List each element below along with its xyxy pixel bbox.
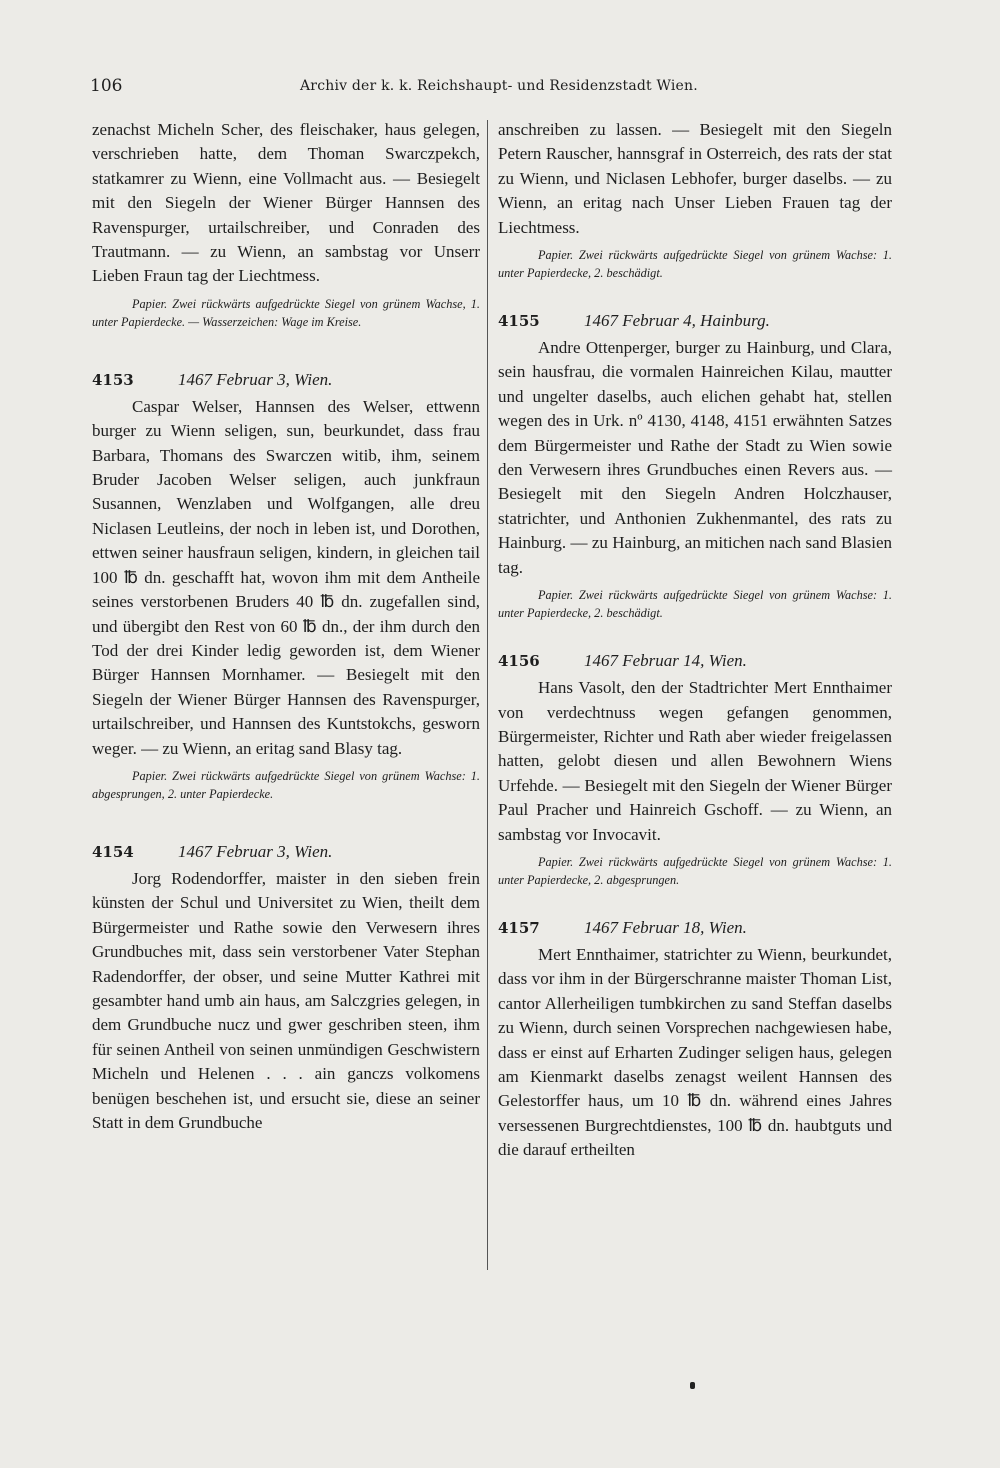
entry-text: Caspar Welser, Hannsen des Welser, ettwenn burger zu Wienn seligen, sun, beurkundet, dass frau Barbara, Thomans des Swarczen witib, ihm, seinem Bruder Jacoben Welser seligen, auch junkfraun Susannen, Wenzlaben und Wolfgangen, alle dreu Niclasen Leutleins, der noch in leben ist, und Dorothen, ettwen seiner hausfraun seligen, kindern, in gleichen tail 100 ℔ dn. geschafft hat, wovon ihm mit dem Antheile seines verstorbenen Bruders 40 ℔ dn. zugefallen sind, und übergibt den Rest von 60 ℔ dn., der ihm durch den Tod der drei Kinder ledig geworden ist, dem Wiener Bürger Hannsen Mornhamer. — Besiegelt mit den Siegeln der Wiener Bürger Hannsen des Ravenspurger, urtailschreiber, und Hannsen des Kuntstokchs, gesworn weger. — zu Wienn, an eritag sand Blasy tag. (92, 396, 480, 758)
column-divider (487, 120, 488, 1270)
entry-heading (92, 839, 480, 865)
page-number: 106 (90, 76, 123, 96)
entry-number: 4156 (498, 652, 540, 671)
entry-note: Papier. Zwei rückwärts aufgedrückte Siegel von grünem Wachse, 1. unter Papierdecke. — Wasserzeichen: Wage im Kreise. (92, 296, 480, 329)
entry-number: 4154 (92, 842, 134, 861)
entry-number: 4153 (92, 370, 134, 389)
entry-text: Hans Vasolt, den der Stadtrichter Mert Ennthaimer von verdechtnuss wegen gefangen genommen, Bürgermeister, Richter und Rath aber wieder freigelassen hatten, gelobt diesen und allen Bewohnern Wiens Urfehde. — Besiegelt mit den Siegeln der Wiener Bürger Paul Pracher und Hainreich Gschoff. — zu Wienn, an sambstag vor Invocavit. (498, 678, 892, 844)
ink-speck (690, 1382, 695, 1389)
entry-text: Jorg Rodendorffer, maister in den sieben frein künsten der Schul und Universitet zu Wien, theilt dem Bürgermeister und Rathe sowie den Verwesern ihres Grundbuches mit, dass sein verstorbener Vater Stephan Radendorffer, der obser, und seine Mutter Kathrei mit gesambter hand umb ain haus, am Salczgries gelegen, in dem Grundbuche nucz und gwer geschriben steen, ihm für seinen Antheil von seinen unmündigen Geschwistern Micheln und Helenen . . . ain ganczs volkomens benügen beschehen ist, und ersucht sie, diese an seiner Statt in dem Grundbuche (92, 868, 480, 1132)
entry-4155 (498, 308, 892, 622)
entry-date: 1467 Februar 14, Wien. (584, 651, 747, 671)
entry-note: Papier. Zwei rückwärts aufgedrückte Siegel von grünem Wachse: 1. unter Papierdecke, 2. beschädigt. (498, 588, 892, 621)
page-header (90, 76, 890, 100)
entry-date: 1467 Februar 3, Wien. (178, 369, 333, 389)
entry-heading (92, 367, 480, 393)
continued-text: zenachst Micheln Scher, des fleischaker, haus gelegen, verschrieben hatte, dem Thoman Swarczpekch, statkamrer zu Wienn, eine Vollmacht aus. — Besiegelt mit den Siegeln der Wiener Bürger Hannsen des Ravenspurger, urtailschreiber, und Conraden des Trautmann. — zu Wienn, an sambstag vor Unserr Lieben Fraun tag der Liechtmess. (92, 120, 480, 286)
entry-date: 1467 Februar 3, Wien. (178, 841, 333, 861)
entry-4156 (498, 648, 892, 889)
entry-4157 (498, 915, 892, 1163)
entry-number: 4155 (498, 312, 540, 331)
entry-4154 (92, 839, 480, 1135)
entry-heading (498, 648, 892, 674)
running-title: Archiv der k. k. Reichshaupt- und Residenzstadt Wien. (300, 78, 698, 94)
entry-note: Papier. Zwei rückwärts aufgedrückte Siegel von grünem Wachse: 1. unter Papierdecke, 2. beschädigt. (498, 248, 892, 281)
entry-note: Papier. Zwei rückwärts aufgedrückte Siegel von grünem Wachse: 1. unter Papierdecke, 2. abgesprungen. (498, 854, 892, 887)
entry-text: Andre Ottenperger, burger zu Hainburg, und Clara, sein hausfrau, die vormalen Hainreichen Kilau, mautter und ungelter daselbs, auch elichen gehabt hat, stellen wegen des in Urk. nº 4130, 4148, 4151 erwähnten Satzes dem Bürgermeister und Rathe der Stadt zu Wien sowie den Verwesern ihres Grundbuches einen Revers aus. — Besiegelt mit den Siegeln Andren Holczhauser, statrichter, und Anthonien Zukhenmantel, des rats zu Hainburg. — zu Hainburg, an mitichen nach sand Blasien tag. (498, 338, 892, 577)
entry-date: 1467 Februar 4, Hainburg. (584, 311, 770, 331)
entry-number: 4157 (498, 918, 540, 937)
entry-4153 (92, 367, 480, 803)
entry-date: 1467 Februar 18, Wien. (584, 917, 747, 937)
entry-text: Mert Ennthaimer, statrichter zu Wienn, beurkundet, dass vor ihm in der Bürgerschranne maister Thoman List, cantor Allerheiligen tumbkirchen zu sand Steffan daselbs zu Wienn, durch seinen Vorsprechen nachgewiesen habe, dass er einst auf Erharten Zudinger seligen haus, gelegen am Kienmarkt daselbs zenagst weilent Hannsen des Gelestorffer haus, um 10 ℔ dn. während eines Jahres versessenen Burgrechtdienstes, 100 ℔ dn. haubtguts und die darauf ertheilten (498, 944, 892, 1160)
entry-heading (498, 915, 892, 941)
entry-note: Papier. Zwei rückwärts aufgedrückte Siegel von grünem Wachse: 1. abgesprungen, 2. unter Papierdecke. (92, 768, 480, 801)
entry-heading (498, 308, 892, 334)
continued-text: anschreiben zu lassen. — Besiegelt mit den Siegeln Petern Rauscher, hannsgraf in Osterreich, des rats der stat zu Wienn, und Niclasen Lebhofer, burger daselbs. — zu Wienn, an eritag nach Unser Lieben Frauen tag der Liechtmess. (498, 120, 892, 237)
right-column (498, 118, 892, 1163)
left-column (92, 118, 480, 1135)
